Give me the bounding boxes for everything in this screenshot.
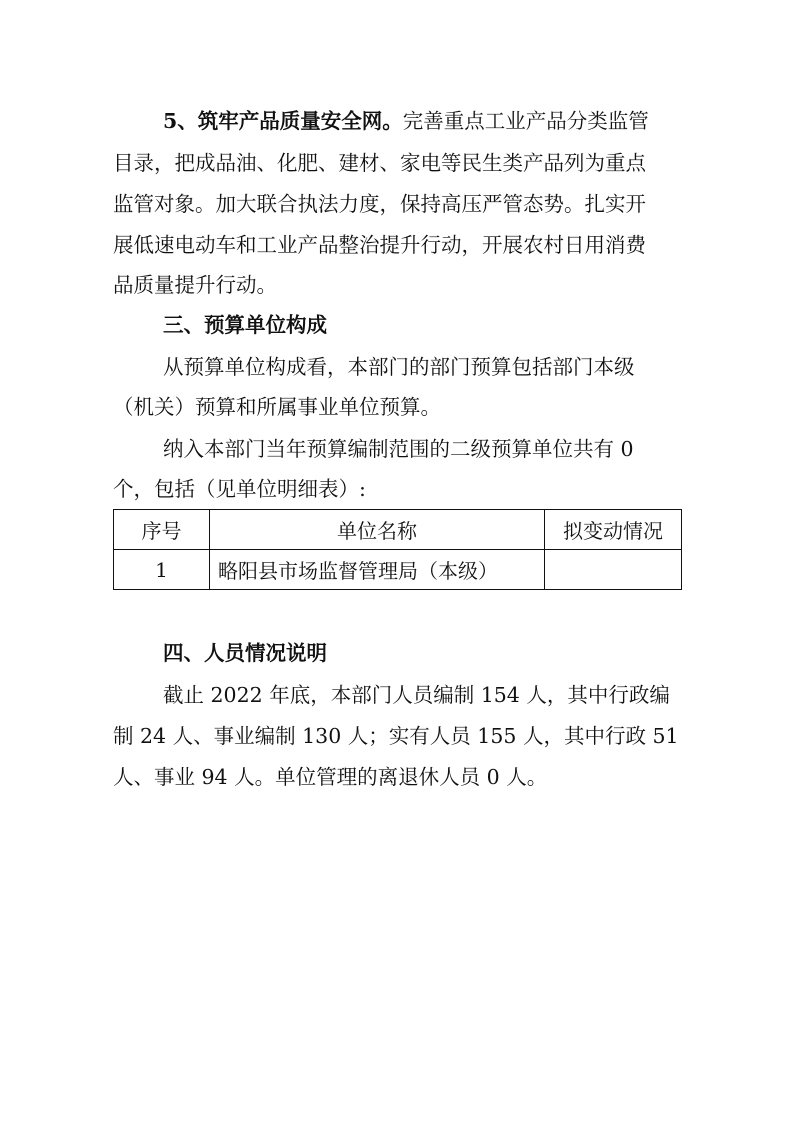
section-4-line-3: 人、事业 94 人。单位管理的离退休人员 0 人。	[113, 765, 548, 789]
cell-change	[545, 550, 682, 590]
section-3-para2-line-1: 纳入本部门当年预算编制范围的二级预算单位共有 0	[163, 437, 634, 461]
section-5-line-2: 目录，把成品油、化肥、建材、家电等民生类产品列为重点	[113, 151, 646, 175]
section-5-line-4: 展低速电动车和工业产品整治提升行动，开展农村日用消费	[113, 233, 646, 257]
section-5-line-3: 监管对象。加大联合执法力度，保持高压严管态势。扎实开	[113, 192, 646, 216]
cell-unit-name: 略阳县市场监督管理局（本级）	[210, 550, 545, 590]
section-5-line-1: 完善重点工业产品分类监管	[402, 109, 649, 133]
section-5-first-line	[163, 108, 649, 134]
section-3-para1-line-1: 从预算单位构成看，本部门的部门预算包括部门本级	[163, 355, 635, 379]
section-5-heading: 5、筑牢产品质量安全网。	[163, 109, 403, 133]
section-4-line-2: 制 24 人、事业编制 130 人；实有人员 155 人，其中行政 51	[113, 724, 679, 748]
header-unit-name: 单位名称	[210, 510, 545, 550]
unit-detail-table	[113, 509, 682, 590]
section-5-line-5: 品质量提升行动。	[113, 273, 277, 297]
section-4-heading: 四、人员情况说明	[163, 641, 327, 665]
table-header-row	[114, 510, 682, 550]
section-3-para2-line-2: 个，包括（见单位明细表）:	[113, 477, 366, 501]
section-4-line-1: 截止 2022 年底，本部门人员编制 154 人，其中行政编	[163, 683, 670, 707]
section-3-para1-line-2: （机关）预算和所属事业单位预算。	[113, 395, 441, 419]
header-change: 拟变动情况	[545, 510, 682, 550]
table-row	[114, 550, 682, 590]
section-3-heading: 三、预算单位构成	[163, 313, 327, 337]
cell-index: 1	[114, 550, 210, 590]
header-index: 序号	[114, 510, 210, 550]
